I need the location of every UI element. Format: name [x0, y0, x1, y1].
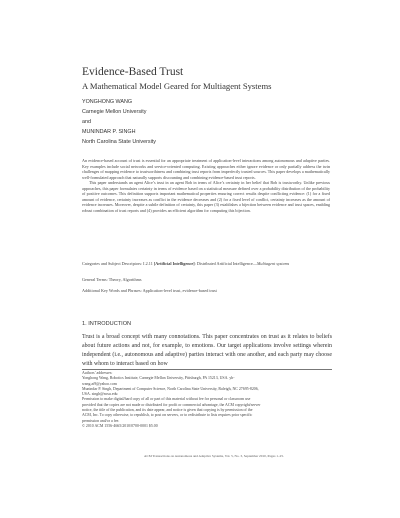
footnote-line: notice, the title of the publication, and its date appear, and notice is given that copying is by permission of the: [82, 408, 253, 413]
author-affiliation: Carnegie Mellon University: [82, 109, 147, 115]
intro-paragraph: Trust is a broad concept with many connotations. This paper concentrates on trust as it relates to beliefs about future actions and not, for example, to emotions. Our target applications involve settings wherein independent (i.e., autonomous and adaptive) parties interact with one another, and each party may choose with whom to interact based on how: [82, 334, 332, 367]
abstract-paragraph: An evidence-based account of trust is essential for an appropriate treatment of application-level interactions among autonomous and adaptive parties. Key examples include social networks and service-oriented computing. Existing approaches either ignore evidence or only partially address the twin challenges of mapping evidence to trustworthiness and combining trust reports from imperfectly trusted sources. This paper develops a mathematically well-formulated approach that naturally supports discounting and combining evidence-based trust reports.: [82, 158, 330, 180]
footnote-line: Yonghong Wang, Robotics Institute, Carnegie Mellon University, Pittsburgh, PA 15213, USA. yh-: [82, 376, 235, 381]
footnote-line: ACM, Inc. To copy otherwise, to republish, to post on servers, or to redistribute to lists requires prior specific: [82, 413, 253, 418]
author-affiliation: North Carolina State University: [82, 139, 157, 145]
footnote-line: Munindar P. Singh, Department of Computer Science, North Carolina State University, Raleigh, NC 27695-8206,: [82, 386, 259, 391]
footnote-line: permission and/or a fee.: [82, 418, 120, 423]
general-terms: General Terms: Theory, Algorithms: [82, 277, 142, 282]
abstract-paragraph: This paper understands an agent Alice’s trust in an agent Bob in terms of Alice’s certainty in her belief that Bob is trustworthy. Unlike previous approaches, this paper formulates certainty in terms of evidence based on a statistical measure defined over a probability distribution of the probability of positive outcomes. This definition supports important mathematical properties ensuring correct results despite conflicting evidence: (1) for a fixed amount of evidence, certainty increases as conflict in the evidence decreases and (2) for a fixed level of conflict, certainty increases as the amount of evidence increases. Moreover, despite a subtle definition of certainty, this paper (3) establishes a bijection between evidence and trust spaces, enabling robust combination of trust reports and (4) provides an efficient algorithm for computing this bijection.: [82, 180, 330, 213]
keywords: Additional Key Words and Phrases: Application-level trust, evidence-based trust: [82, 288, 217, 293]
abstract: [82, 158, 330, 213]
author-block: [82, 97, 156, 147]
footnote-line: USA. singh@ncsu.edu: [82, 392, 118, 397]
paper-title: Evidence-Based Trust: [82, 66, 184, 78]
categories-rest: : Distributed Artificial Intelligence—: [194, 261, 257, 266]
copyright-line: © 2010 ACM 1556-4665/2010/0700-0001 $5.00: [82, 423, 158, 428]
footnote-line: Permission to make digital/hard copy of all or part of this material without fee for personal or classroom use: [82, 397, 251, 402]
author-conjunction: and: [82, 119, 91, 125]
author-name: YONGHONG WANG: [82, 99, 133, 105]
footnote-block: [82, 371, 332, 429]
categories-label: Categories and Subject Descriptors: I.2.11: [82, 261, 154, 266]
paper-subtitle: A Mathematical Model Geared for Multiagent Systems: [82, 81, 272, 91]
footnote-line: provided that the copies are not made or distributed for profit or commercial advantage, the ACM copyright/server: [82, 402, 261, 407]
section-heading: 1. INTRODUCTION: [82, 321, 132, 327]
categories-bold: [Artificial Intelligence]: [153, 261, 195, 266]
running-footer: ACM Transactions on Autonomous and Adaptive Systems, Vol. 5, No. 3, September 2010, Pages 1–25.: [144, 454, 284, 458]
footnote-line: wang.ai9@yahoo.com: [82, 381, 117, 386]
author-name: MUNINDAR P. SINGH: [82, 129, 136, 135]
categories-italic: Multiagent systems: [256, 261, 290, 266]
categories-line: [82, 261, 330, 267]
footnote-line: Authors’ addresses:: [82, 371, 113, 375]
footnote-divider: [82, 369, 332, 370]
